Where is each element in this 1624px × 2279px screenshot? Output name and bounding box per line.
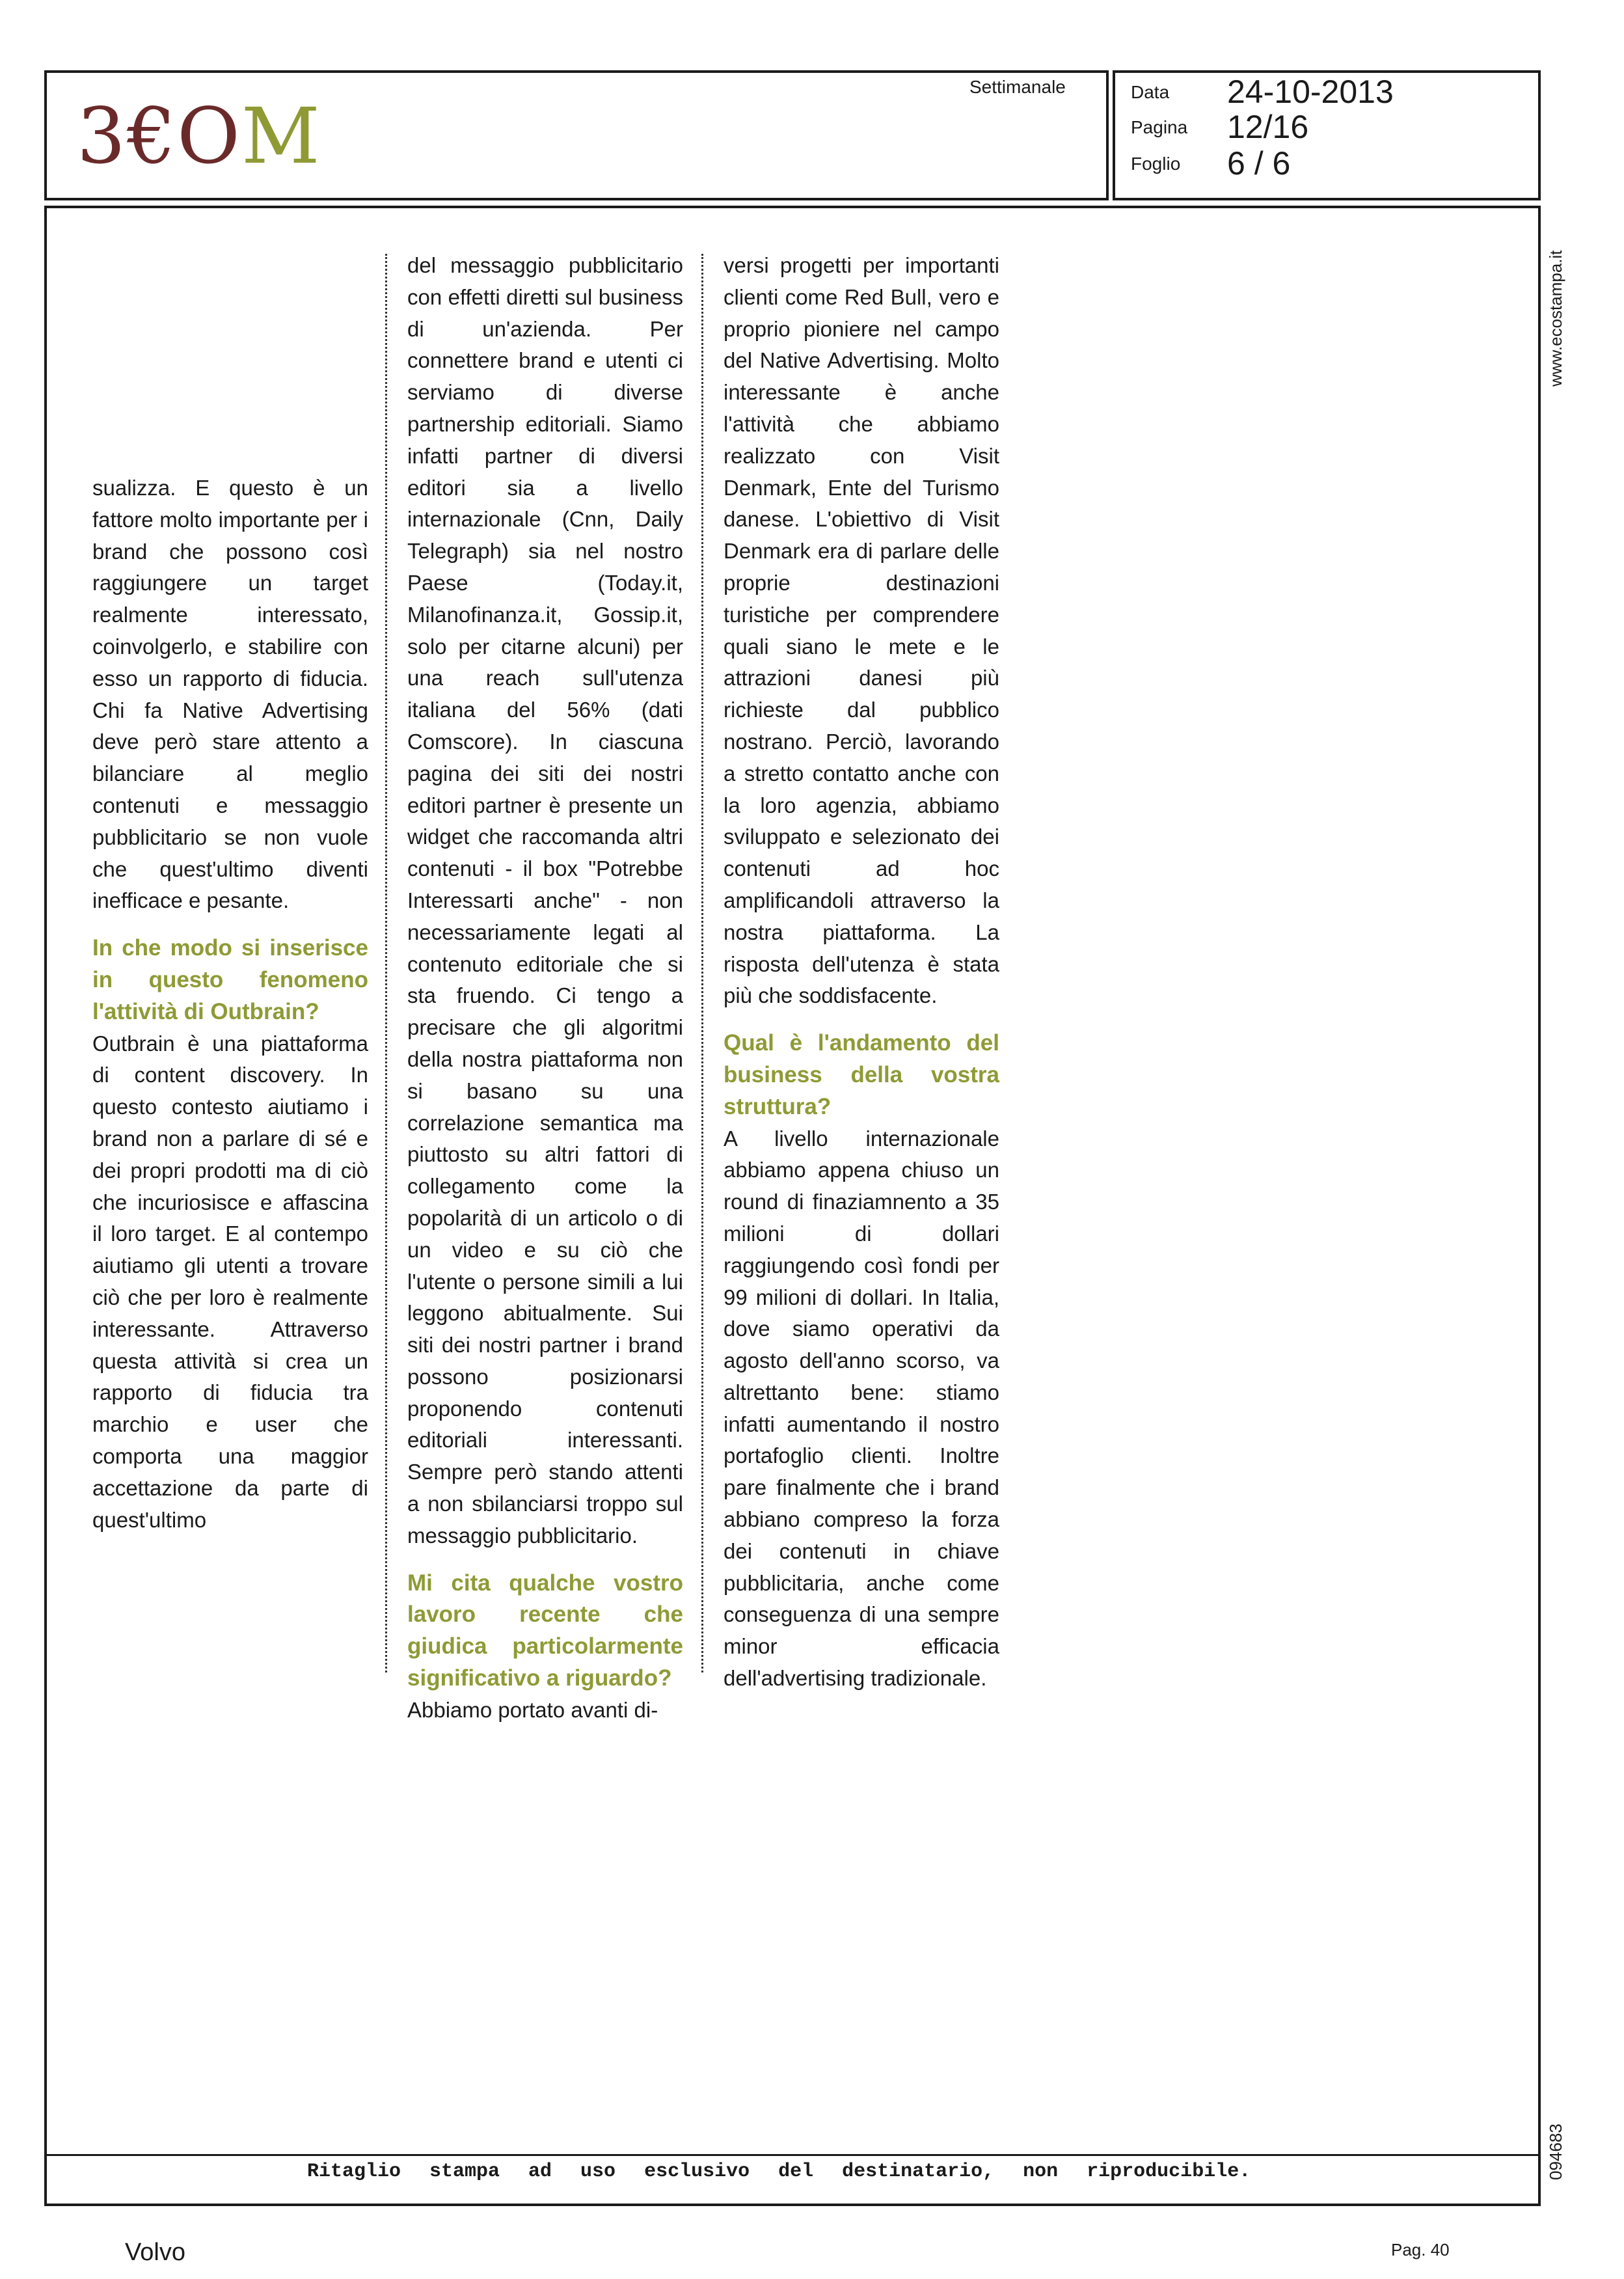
column-rule-2 bbox=[701, 254, 703, 1672]
article-paragraph: versi progetti per importanti clienti come Red Bull, vero e proprio pioniere nel campo del Native Advertising. Molto interessante è anche l'attività che abbiamo realizzato con Visit Denmark, Ente del Turismo danese. L'obiettivo di Visit Denmark era di parlare delle proprie destinazioni turistiche per comprendere quali siano le mete e le attrazioni danesi più richieste dal pubblico nostrano. Perciò, lavorando a stretto contatto anche con la loro agenzia, abbiamo sviluppato e selezionato dei contenuti ad hoc amplificandoli attraverso la nostra piattaforma. La risposta dell'utenza è stata più che soddisfacente. bbox=[724, 253, 999, 1008]
client-name: Volvo bbox=[125, 2239, 185, 2266]
publication-logo: 3€OM bbox=[77, 91, 321, 181]
frequency-label: Settimanale bbox=[969, 77, 1066, 97]
article-paragraph: Outbrain è una piattaforma di content discovery. In questo contesto aiutiamo i brand non a parlare di sé e dei propri prodotti ma di ciò che incuriosisce e affascina il loro target. E al contempo aiutiamo gli utenti a trovare ciò che per loro è realmente interessante. Attraverso questa attività si crea un rapporto di fiducia tra marchio e user che comporta una maggior accettazione da parte di quest'ultimo bbox=[92, 1031, 368, 1532]
article-paragraph: Abbiamo portato avanti di- bbox=[407, 1697, 658, 1722]
column-rule-1 bbox=[385, 254, 387, 1672]
article-paragraph: del messaggio pubblicitario con effetti diretti sul business di un'azienda. Per connettere brand e utenti ci serviamo di diverse partnership editoriali. Siamo infatti partner di diversi editori sia a livello internazionale (Cnn, Daily Telegraph) sia nel nostro Paese (Today.it, Milanofinanza.it, Gossip.it, solo per citarne alcuni) per una reach sull'utenza italiana del 56% (dati Comscore). In ciascuna pagina dei siti dei nostri editori partner è presente un widget che raccomanda altri contenuti - il box "Potrebbe Interessarti anche" - non necessariamente legati al contenuto editoriale che si sta fruendo. Ci tengo a precisare che gli algoritmi della nostra piattaforma non si basano su una correlazione semantica ma piuttosto su altri fattori di collegamento come la popolarità di un articolo o di un video e su ciò che l'utente o persone simili a lui leggono abitualmente. Sui siti dei nostri partner i brand possono posizionarsi proponendo contenuti editoriali interessanti. Sempre però stando attenti a non sbilanciarsi troppo sul messaggio pubblicitario. bbox=[407, 253, 683, 1548]
meta-label-pagina: Pagina bbox=[1131, 117, 1188, 137]
interview-question: In che modo si inserisce in questo fenomeno l'attività di Outbrain? bbox=[92, 935, 368, 1024]
article-column-2 bbox=[407, 250, 683, 1726]
meta-label-data: Data bbox=[1131, 82, 1170, 102]
article-paragraph: sualizza. E questo è un fattore molto importante per i brand che possono così raggiungere un target realmente interessato, coinvolgerlo, e stabilire con esso un rapporto di fiducia. Chi fa Native Advertising deve però stare attento a bilanciare al meglio contenuti e messaggio pubblicitario se non vuole che quest'ultimo diventi inefficace e pesante. bbox=[92, 476, 368, 913]
reproduction-notice: Ritaglio stampa ad uso esclusivo del destinatario, non riproducibile. bbox=[307, 2161, 1251, 2183]
footer-divider bbox=[44, 2154, 1541, 2156]
meta-label-foglio: Foglio bbox=[1131, 154, 1181, 174]
article-paragraph: A livello internazionale abbiamo appena chiuso un round di finaziamnento a 35 milioni di dollari raggiungendo così fondi per 99 milioni di dollari. In Italia, dove siamo operativi da agosto dell'anno scorso, va altrettanto bene: stiamo infatti aumentando il nostro portafoglio clienti. Inoltre pare finalmente che i brand abbiano compreso la forza dei contenuti in chiave pubblicitaria, anche come conseguenza di una sempre minor efficacia dell'advertising tradizionale. bbox=[724, 1126, 999, 1691]
article-column-3 bbox=[724, 250, 999, 1695]
interview-question: Mi cita qualche vostro lavoro recente che giudica particolarmente significativo a riguardo? bbox=[407, 1570, 683, 1691]
side-url: www.ecostampa.it bbox=[1546, 250, 1565, 387]
interview-question: Qual è l'andamento del business della vostra struttura? bbox=[724, 1030, 999, 1119]
meta-value-data: 24-10-2013 bbox=[1227, 74, 1394, 110]
page-number: Pag. 40 bbox=[1391, 2240, 1450, 2259]
meta-value-foglio: 6 / 6 bbox=[1227, 145, 1291, 182]
side-code: 094683 bbox=[1546, 2123, 1565, 2180]
meta-value-pagina: 12/16 bbox=[1227, 109, 1309, 145]
article-column-1 bbox=[92, 472, 368, 1536]
